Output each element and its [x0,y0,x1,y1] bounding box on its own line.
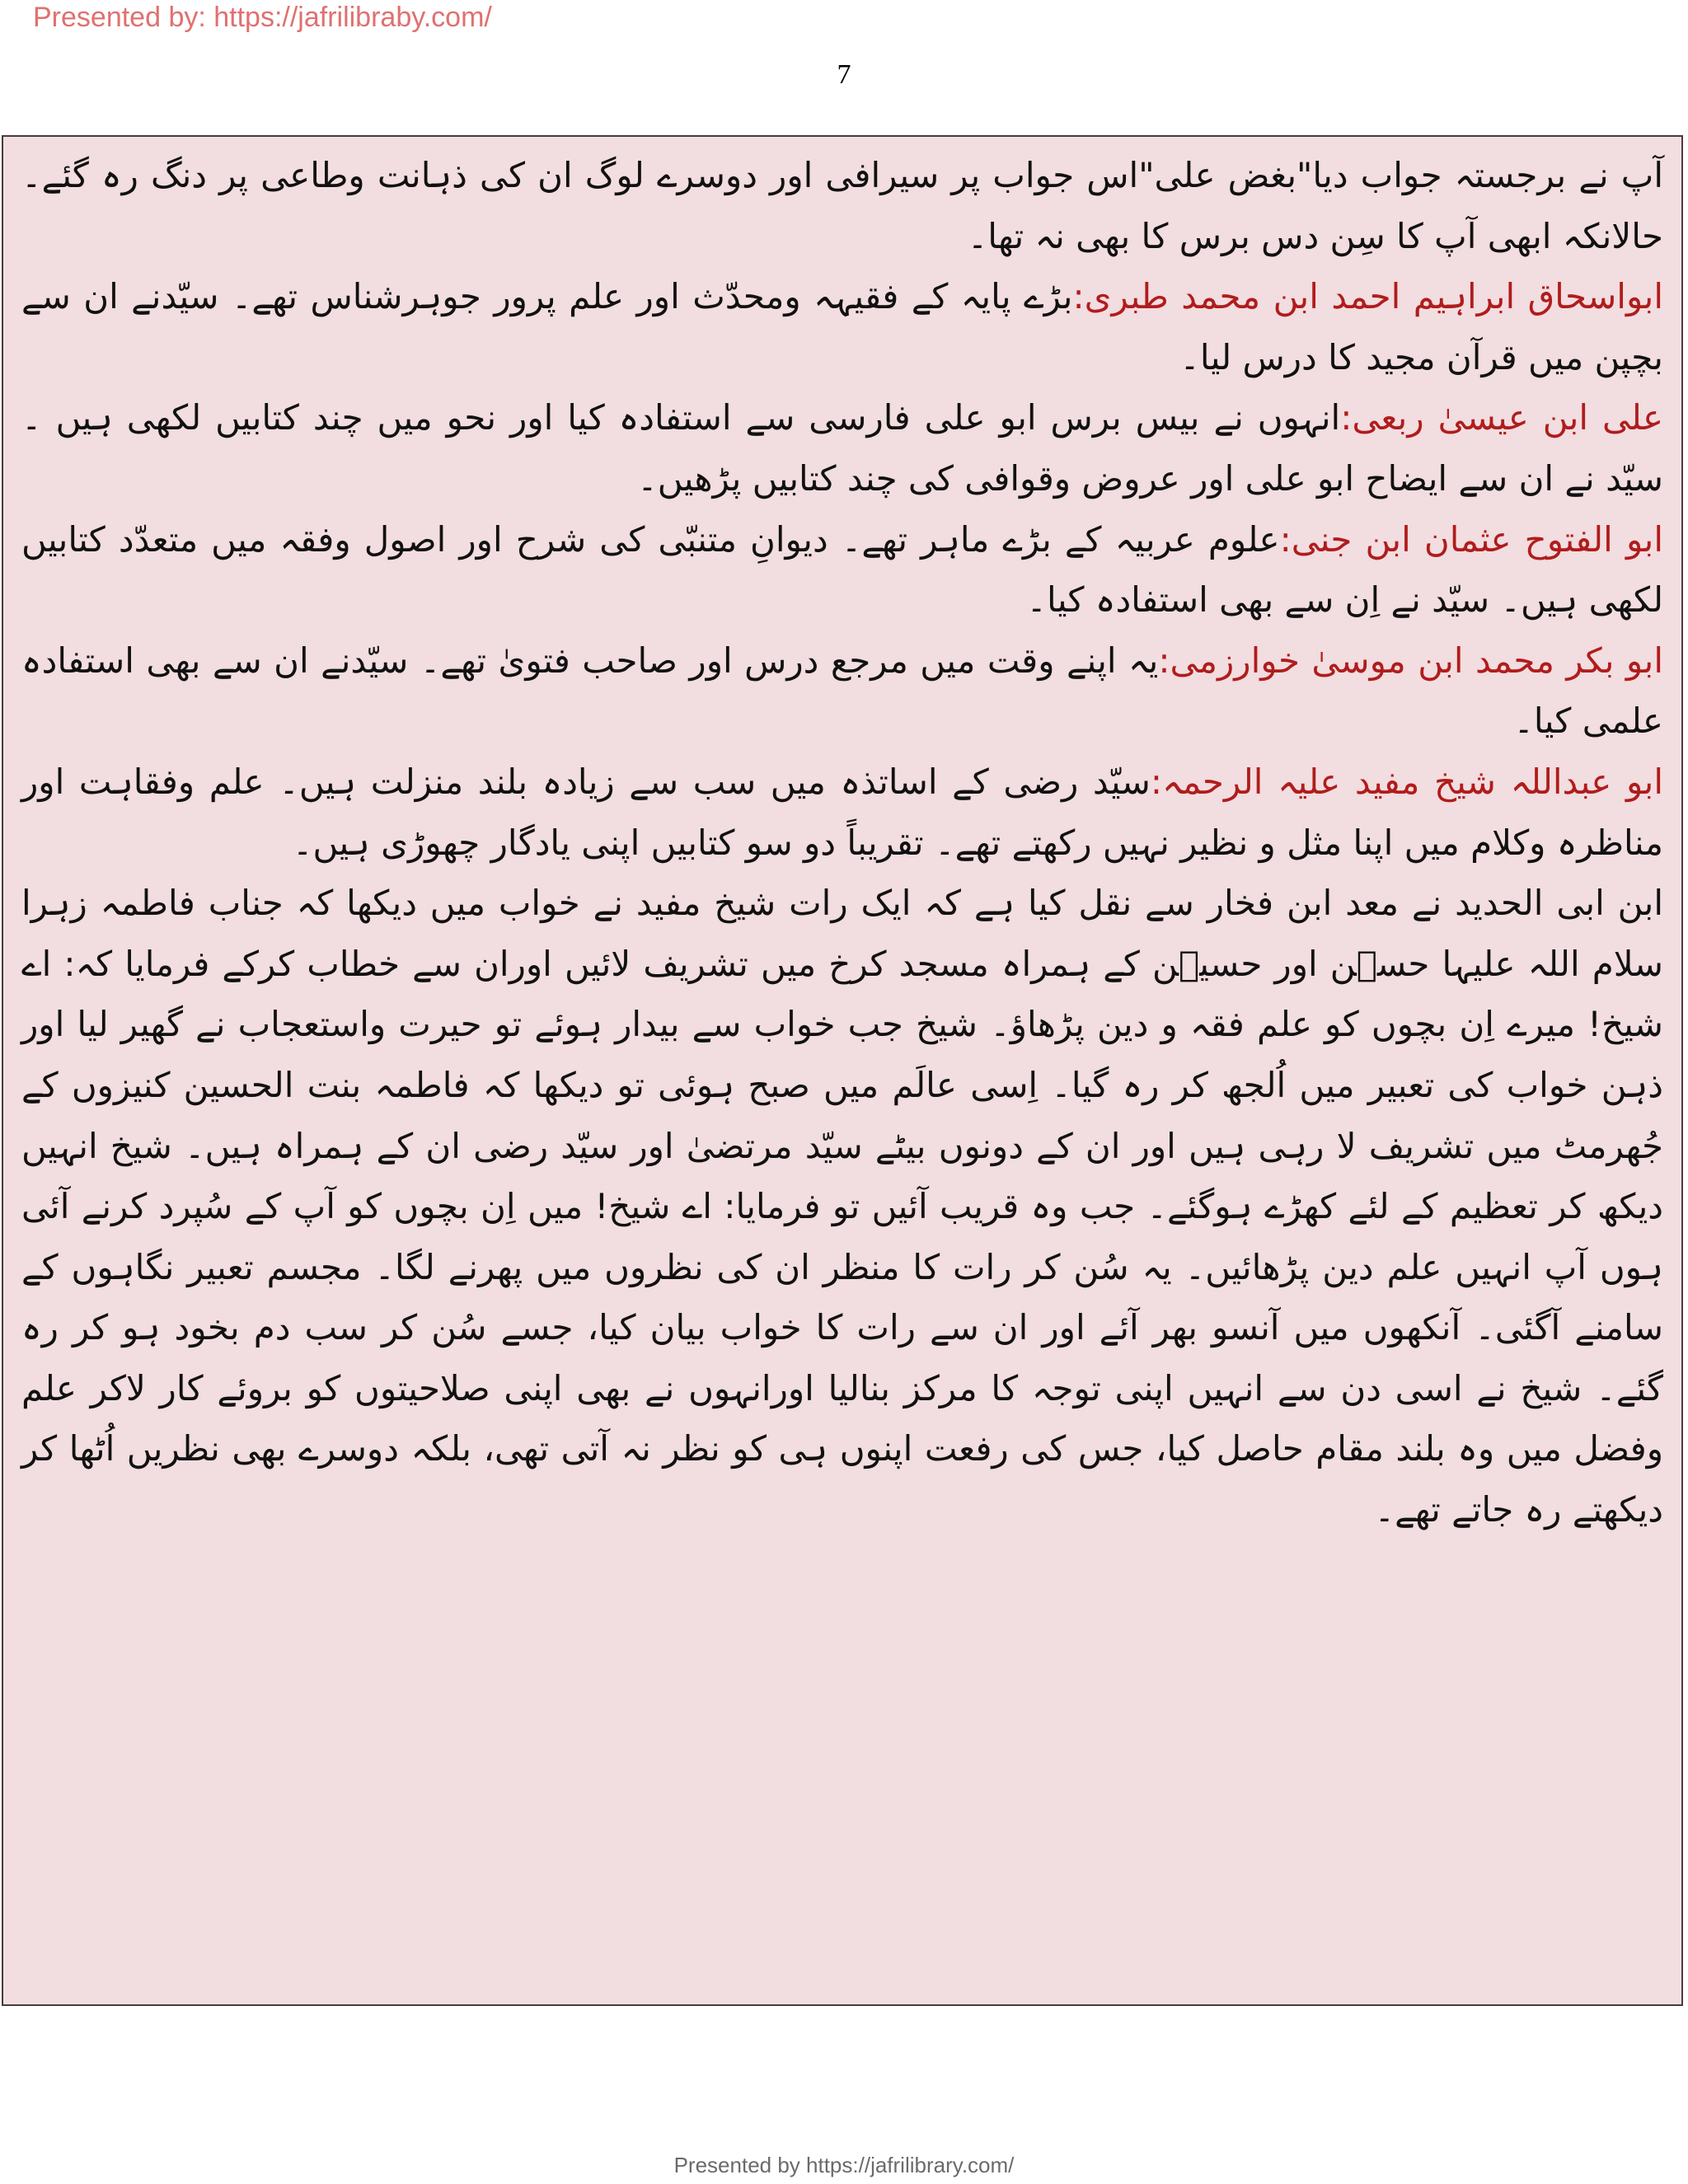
scholar-name-ibn-jinni: ابو الفتوح عثمان ابن جنی: [1279,518,1664,560]
paragraph-4-text: علوم عربیہ کے بڑے ماہر تھے۔ دیوانِ متنبّی کی شرح اور اصول وفقہ میں متعدّد کتابیں لکھی ہیں۔ سیّد نے اِن سے بھی استفادہ کیا۔ [21,518,1663,621]
paragraph-1-text: آپ نے برجستہ جواب دیا"بغض علی"اس جواب پر سیرافی اور دوسرے لوگ ان کی ذہانت وطاعی پر دنگ رہ گئے۔حالانکہ ابھی آپ کا سِن دس برس کا بھی نہ تھا۔ [21,155,1663,256]
scholar-name-khwarizmi: ابو بکر محمد ابن موسیٰ خوارزمی: [1158,640,1663,681]
scholar-name-mufid: ابو عبداللہ شیخ مفید علیہ الرحمہ: [1150,761,1664,802]
paragraph-7 [21,873,1663,1540]
body-text [21,145,1663,1540]
scholar-name-rabai: علی ابن عیسیٰ ربعی: [1340,397,1664,438]
content-box [2,135,1683,2006]
scholar-name-tabari: ابواسحاق ابراہیم احمد ابن محمد طبری: [1072,276,1663,317]
paragraph-2 [21,266,1663,387]
paragraph-1 [21,145,1663,266]
paragraph-2-text: بڑے پایہ کے فقیہہ ومحدّث اور علم پرور جوہرشناس تھے۔ سیّدنے ان سے بچپن میں قرآن مجید کا درس لیا۔ [21,276,1663,377]
watermark-top: Presented by: https://jafrilibraby.com/ [33,2,492,33]
paragraph-4 [21,509,1663,630]
paragraph-5-text: یہ اپنے وقت میں مرجع درس اور صاحب فتویٰ تھے۔ سیّدنے ان سے بھی استفادہ علمی کیا۔ [21,640,1663,742]
paragraph-7-text: ابن ابی الحدید نے معد ابن فخار سے نقل کیا ہے کہ ایک رات شیخ مفید نے خواب میں دیکھا کہ جناب فاطمہ زہرا سلام اللہ علیہا حسؑن اور حسیؑن کے ہمراہ مسجد کرخ میں تشریف لائیں اوران سے خطاب کرکے فرمایا کہ: اے شیخ! میرے اِن بچوں کو علم فقہ و دین پڑھاؤ۔ شیخ جب خواب سے بیدار ہوئے تو حیرت واستعجاب نے گھیر لیا اور ذہن خواب کی تعبیر میں اُلجھ کر رہ گیا۔ اِسی عالَم میں صبح ہوئی تو دیکھا کہ فاطمہ بنت الحسین کنیزوں کے جُھرمٹ میں تشریف لا رہی ہیں اور ان کے دونوں بیٹے سیّد مرتضیٰ اور سیّد رضی ان کے ہمراہ ہیں۔ شیخ انہیں دیکھ کر تعظیم کے لئے کھڑے ہوگئے۔ جب وہ قریب آئیں تو فرمایا: اے شیخ! میں اِن بچوں کو آپ کے سُپرد کرنے آئی ہوں آپ انہیں علم دین پڑھائیں۔ یہ سُن کر رات کا منظر ان کی نظروں میں پھرنے لگا۔ مجسم تعبیر نگاہوں کے سامنے آگئی۔ آنکھوں میں آنسو بھر آئے اور ان سے رات کا خواب بیان کیا، جسے سُن کر سب دم بخود ہو کر رہ گئے۔ شیخ نے اسی دن سے انہیں اپنی توجہ کا مرکز بنالیا اورانہوں نے بھی اپنی صلاحیتوں کو بروئے کار لاکر علم وفضل میں وہ بلند مقام حاصل کیا، جس کی رفعت اپنوں ہی کو نظر نہ آتی تھی، بلکہ دوسرے بھی نظریں اُٹھا کر دیکھتے رہ جاتے تھے۔ [21,883,1663,1530]
paragraph-6-text: سیّد رضی کے اساتذہ میں سب سے زیادہ بلند منزلت ہیں۔ علم وفقاہت اور مناظرہ وکلام میں اپنا مثل و نظیر نہیں رکھتے تھے۔ تقریباً دو سو کتابیں اپنی یادگار چھوڑی ہیں۔ [21,761,1663,863]
paragraph-6 [21,752,1663,873]
page-number: 7 [837,59,851,90]
paragraph-3 [21,387,1663,509]
paragraph-5 [21,630,1663,752]
footer-watermark: Presented by https://jafrilibrary.com/ [673,2153,1015,2177]
paragraph-3-text: انہوں نے بیس برس ابو علی فارسی سے استفادہ کیا اور نحو میں چند کتابیں لکھی ہیں ۔ سیّد نے ان سے ایضاح ابو علی اور عروض وقوافی کی چند کتابیں پڑھیں۔ [21,397,1663,499]
